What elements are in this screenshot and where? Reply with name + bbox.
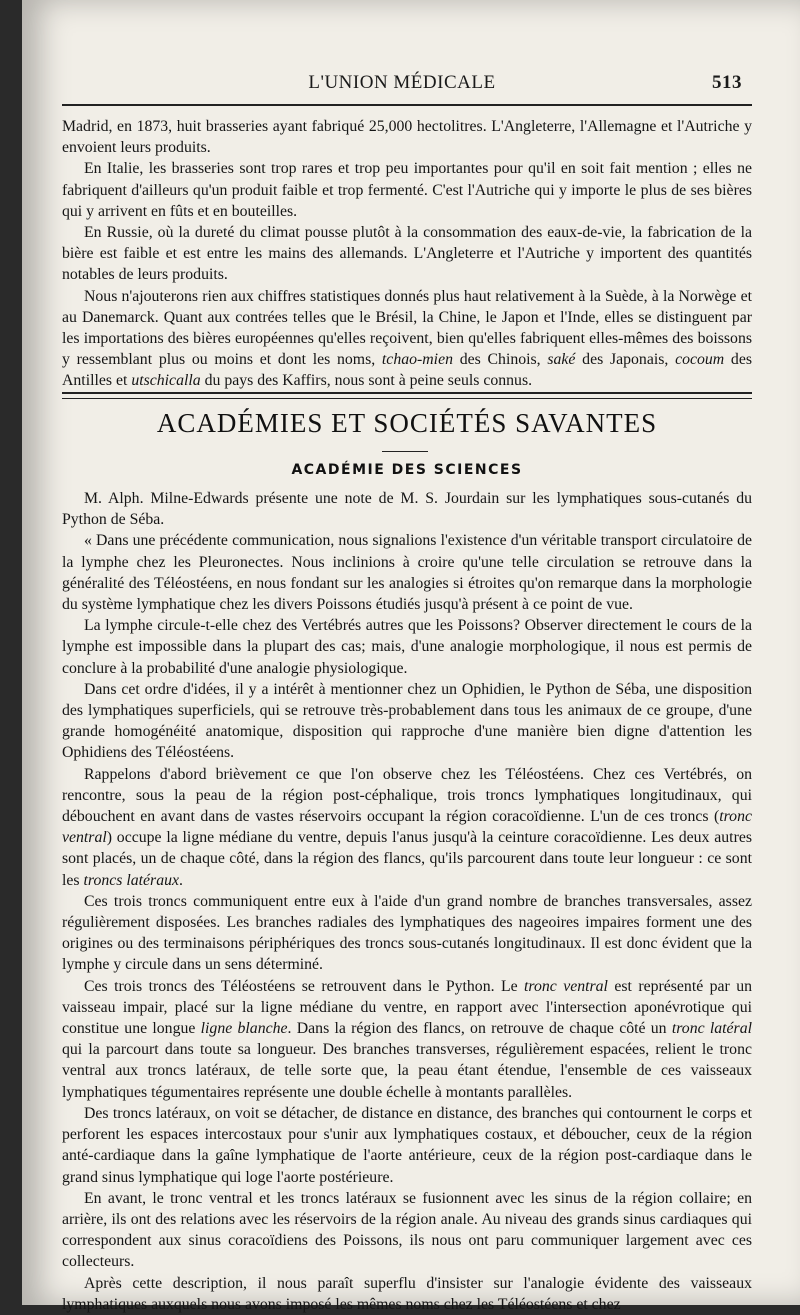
title-rule: [382, 451, 428, 452]
paragraph: En Italie, les brasseries sont trop rares et trop peu importantes pour qu'il en soit fait mention ; elles ne fabriquent d'ailleurs qu'un produit faible et trop fermenté. C'est l'Autriche qui y importe le plus de ses bières qui y arrivent en fûts et en bouteilles.: [62, 160, 752, 220]
text-run: du pays des Kaffirs, nous sont à peine seuls connus.: [200, 372, 533, 390]
text-run: des Chinois,: [453, 351, 548, 369]
paragraph: [62, 764, 752, 891]
text-run: des Japonais,: [575, 351, 676, 369]
italic-term: tronc ventral: [62, 808, 752, 847]
text-run: Rappelons d'abord brièvement ce que l'on observe chez les Téléostéens. Chez ces Vertébrés, on rencontre, sous la peau de la région post-céphalique, trois troncs lymphatiques longitudinaux, qui débouchent en avant dans de vastes réservoirs occupant la région coracoïdienne. L'un de ces troncs (: [62, 765, 752, 826]
header-rule: [62, 104, 752, 106]
page-number: 513: [712, 72, 742, 93]
text-run: . Dans la région des flancs, on retrouve de chaque côté un: [287, 1020, 672, 1038]
paragraph: [62, 286, 752, 392]
italic-term: tronc latéral: [671, 1020, 752, 1038]
text-run: ) occupe la ligne médiane du ventre, depuis l'anus jusqu'à la ceinture coracoïdienne. Les deux autres sont placés, un de chaque côté, dans la région des flancs, qu'ils parcourent dans toute leur longueur : ce sont les: [62, 829, 752, 889]
italic-term: cocoum: [675, 351, 725, 369]
page: [22, 0, 800, 1313]
paragraph: M. Alph. Milne-Edwards présente une note de M. S. Jourdain sur les lymphatiques sous-cutanés du Python de Séba.: [62, 490, 752, 529]
italic-term: saké: [547, 351, 576, 369]
article-continuation: [62, 116, 752, 392]
italic-term: ligne blanche: [200, 1020, 288, 1038]
text-run: .: [179, 871, 183, 889]
text-run: des Antilles et: [62, 351, 752, 390]
paragraph: En Russie, où la dureté du climat pousse plutôt à la consommation des eaux-de-vie, la fabrication de la bière est faible et est entre les mains des allemands. L'Angleterre et l'Autriche y importent des quantités notables de leurs produits.: [62, 224, 752, 284]
subsection-title: ACADÉMIE DES SCIENCES: [291, 462, 523, 478]
paragraph: La lymphe circule-t-elle chez des Vertébrés autres que les Poissons? Observer directement le cours de la lymphe est impossible dans la plupart des cas; mais, d'une analogie morphologique, il nous est permis de conclure à la probabilité d'une analogie physiologique.: [62, 617, 752, 677]
text-run: Nous n'ajouterons rien aux chiffres statistiques donnés plus haut relativement à la Suède, à la Norwège et au Danemarck. Quant aux contrées telles que le Brésil, la Chine, le Japon et l'Inde, elles se distinguent par les importations des bières européennes qu'elles reçoivent, bien qu'elles fabriquent elles-mêmes des boissons y ressemblant plus ou moins et dont les noms,: [62, 287, 752, 369]
paragraph: [62, 976, 752, 1103]
paragraph: Ces trois troncs communiquent entre eux à l'aide d'un grand nombre de branches transversales, assez régulièrement disposées. Les branches radiales des lymphatiques des nageoires impaires forment une des origines ou des terminaisons périphériques des troncs sous-cutanés longitudinaux. Il est donc évident que la lymphe y circule dans un sens déterminé.: [62, 892, 752, 974]
academy-report: [62, 488, 752, 1315]
paragraph: Des troncs latéraux, on voit se détacher, de distance en distance, des branches qui contournent le corps et perforent les espaces intercostaux pour s'unir aux lymphatiques costaux, et déboucher, ceux de la région anté-cardiaque dans la gaîne lymphatique de l'aorte antérieure, ceux de la région post-cardiaque dans le grand sinus lymphatique qui loge l'aorte postérieure.: [62, 1104, 752, 1186]
paragraph: Dans cet ordre d'idées, il y a intérêt à mentionner chez un Ophidien, le Python de Séba, une disposition des lymphatiques superficiels, qui se retrouve très-probablement dans tous les animaux de ce groupe, d'une grande homogénéité anatomique, disposition qui rapproche d'une manière bien digne d'attention les Ophidiens des Téléostéens.: [62, 680, 752, 762]
section-title: ACADÉMIES ET SOCIÉTÉS SAVANTES: [156, 408, 658, 438]
italic-term: troncs latéraux: [83, 871, 179, 889]
text-run: Ces trois troncs des Téléostéens se retrouvent dans le Python. Le: [84, 977, 525, 995]
paragraph: Après cette description, il nous paraît superflu d'insister sur l'analogie évidente des vaisseaux lymphatiques auxquels nous avons imposé les mêmes noms chez les Téléostéens et chez: [62, 1274, 752, 1313]
text-run: est représenté par un vaisseau impair, placé sur la ligne médiane du ventre, en rapport avec l'intersection aponévrotique qui constitue une longue: [62, 977, 753, 1038]
running-title: L'UNION MÉDICALE: [308, 72, 496, 93]
italic-term: tronc ventral: [524, 977, 608, 995]
paragraph: En avant, le tronc ventral et les troncs latéraux se fusionnent avec les sinus de la région collaire; en arrière, ils ont des relations avec les réservoirs de la région anale. Au niveau des grands sinus cardiaques qui correspondent aux sinus coracoïdiens des Poissons, ils nous ont paru communiquer largement avec ces collecteurs.: [62, 1189, 752, 1271]
italic-term: utschicalla: [131, 372, 201, 390]
paragraph: Madrid, en 1873, huit brasseries ayant fabriqué 25,000 hectolitres. L'Angleterre, l'Allemagne et l'Autriche y envoient leurs produits.: [62, 118, 752, 157]
paragraph: « Dans une précédente communication, nous signalions l'existence d'un véritable transport circulatoire de la lymphe chez les Pleuronectes. Nous inclinions à croire qu'une telle circulation se retrouve dans la généralité des Téléostéens, en nous fondant sur les analogies si étroites qu'on remarque dans la morphologie du système lymphatique chez les divers Poissons étudiés jusqu'à présent à ce point de vue.: [62, 532, 752, 614]
italic-term: tchao-mien: [381, 351, 453, 369]
running-head: [62, 72, 742, 96]
section-divider: [62, 392, 752, 399]
text-run: qui la parcourt dans toute sa longueur. Des branches transverses, régulièrement espacées, relient le tronc ventral aux troncs latéraux, de telle sorte que, la peau étant étendue, l'ensemble de ces vaisseaux lymphatiques tégumentaires représente une double échelle à montants parallèles.: [62, 1041, 752, 1101]
